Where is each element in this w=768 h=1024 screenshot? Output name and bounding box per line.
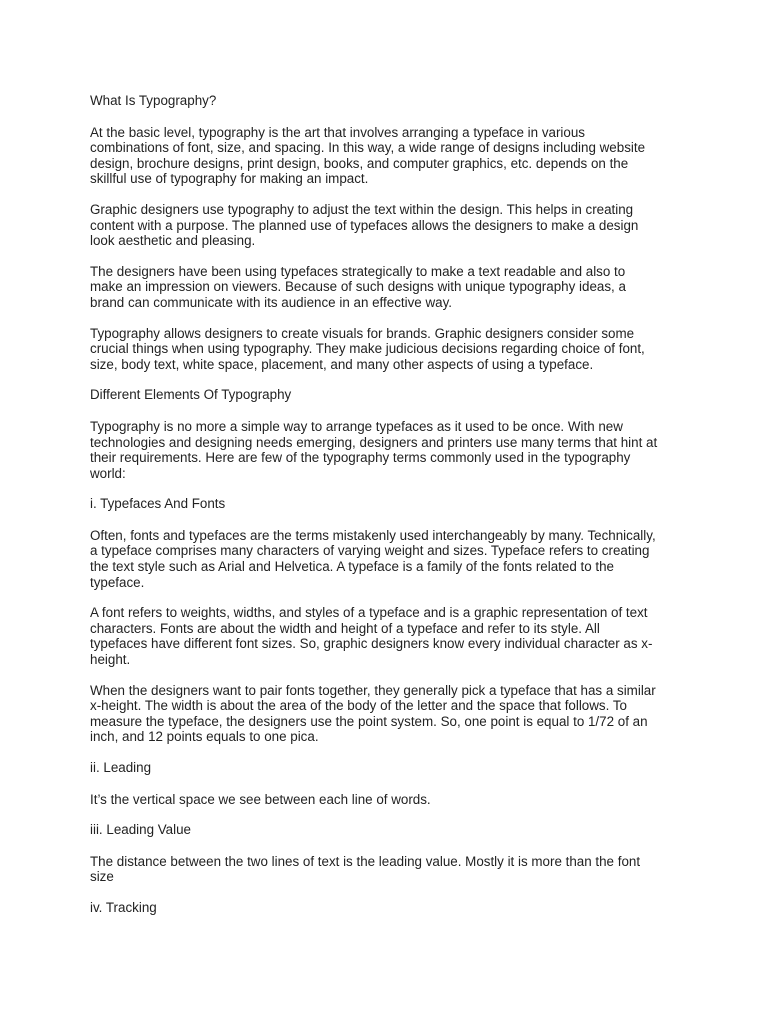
text-line: their requirements. Here are few of the typography terms commonly used in the typography (90, 450, 631, 466)
text-line: content with a purpose. The planned use of typefaces allows the designers to make a design (90, 217, 639, 233)
text-line: size, body text, white space, placement, and many other aspects of using a typeface. (90, 356, 594, 372)
text-line: world: (90, 465, 126, 481)
text-line: combinations of font, size, and spacing. In this way, a wide range of designs including website (90, 140, 646, 156)
text-line: height. (90, 652, 131, 668)
text-line: When the designers want to pair fonts together, they generally pick a typeface that has a similar (90, 682, 656, 698)
text-line: x-height. The width is about the area of the body of the letter and the space that follows. To (90, 698, 627, 714)
text-line: Graphic designers use typography to adjust the text within the design. This helps in creating (90, 201, 634, 217)
text-line: the text style such as Arial and Helvetica. A typeface is a family of the fonts related to the (90, 559, 615, 575)
text-line: What Is Typography? (90, 93, 217, 108)
section-heading (90, 496, 665, 512)
text-line: technologies and designing needs emerging, designers and printers use many terms that hint at (90, 434, 658, 450)
text-line: i. Typefaces And Fonts (90, 496, 226, 512)
text-line: A font refers to weights, widths, and styles of a typeface and is a graphic representation of text (90, 605, 648, 621)
section-heading (90, 822, 665, 838)
document-page (90, 93, 665, 932)
text-line: look aesthetic and pleasing. (90, 233, 256, 249)
body-paragraph (90, 683, 665, 745)
body-paragraph (90, 264, 665, 311)
text-line: At the basic level, typography is the art that involves arranging a typeface in various (90, 124, 585, 140)
text-line: design, brochure designs, print design, books, and computer graphics, etc. depends on the (90, 155, 629, 171)
text-line: iv. Tracking (90, 899, 157, 915)
text-line: It’s the vertical space we see between each line of words. (90, 791, 431, 807)
text-line: The designers have been using typefaces strategically to make a text readable and also to (90, 263, 626, 279)
text-line: typeface. (90, 574, 145, 590)
text-line: make an impression on viewers. Because of such designs with unique typography ideas, a (90, 279, 626, 295)
body-paragraph (90, 605, 665, 667)
text-line: brand can communicate with its audience in an effective way. (90, 294, 452, 310)
body-paragraph (90, 419, 665, 481)
text-line: The distance between the two lines of text is the leading value. Mostly it is more than the font (90, 853, 641, 869)
body-paragraph (90, 854, 665, 885)
section-heading (90, 900, 665, 916)
text-line: Typography allows designers to create visuals for brands. Graphic designers consider some (90, 325, 635, 341)
body-paragraph (90, 125, 665, 187)
text-line: Typography is no more a simple way to arrange typefaces as it used to be once. With new (90, 418, 623, 434)
section-heading (90, 387, 665, 403)
body-paragraph (90, 202, 665, 249)
text-line: skillful use of typography for making an impact. (90, 171, 369, 187)
text-line: size (90, 869, 114, 885)
text-line: typefaces have different font sizes. So, graphic designers know every individual character as x- (90, 636, 653, 652)
text-line: crucial things when using typography. They make judicious decisions regarding choice of font, (90, 341, 645, 357)
section-heading (90, 93, 665, 109)
text-line: inch, and 12 points equals to one pica. (90, 729, 319, 745)
body-paragraph (90, 528, 665, 590)
text-line: iii. Leading Value (90, 822, 191, 838)
text-line: measure the typeface, the designers use the point system. So, one point is equal to 1/72 of an (90, 713, 648, 729)
text-line: ii. Leading (90, 760, 152, 775)
text-line: Often, fonts and typefaces are the terms mistakenly used interchangeably by many. Technically, (90, 527, 656, 543)
body-paragraph (90, 326, 665, 373)
text-line: characters. Fonts are about the width and height of a typeface and refer to its style. All (90, 620, 600, 636)
body-paragraph (90, 792, 665, 808)
section-heading (90, 760, 665, 776)
text-line: Different Elements Of Typography (90, 387, 292, 403)
text-line: a typeface comprises many characters of varying weight and sizes. Typeface refers to creating (90, 543, 650, 559)
